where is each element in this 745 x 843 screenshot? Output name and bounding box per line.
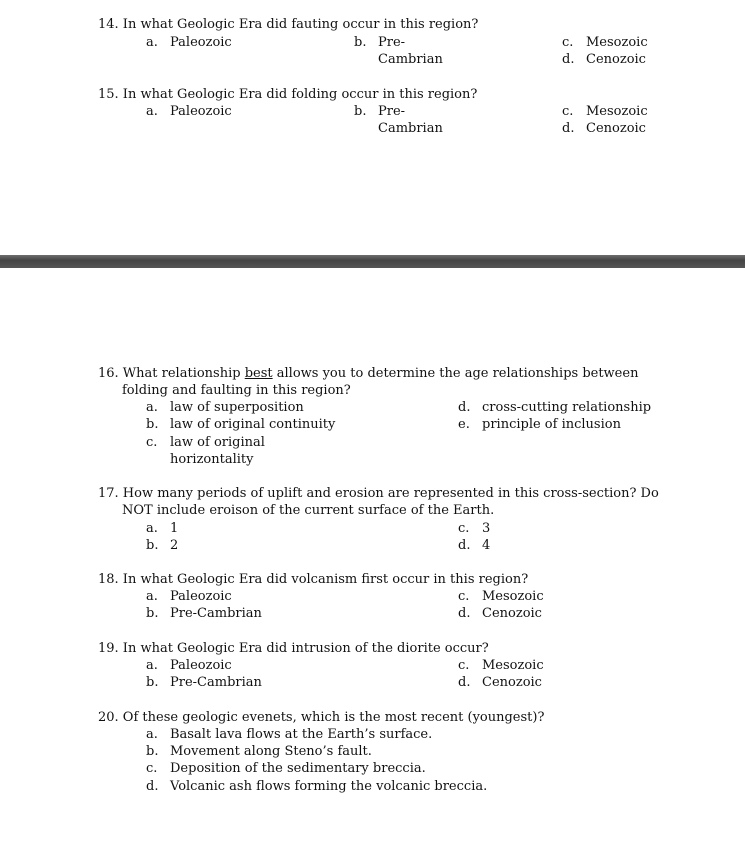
q14-a-text: Paleozoic [170, 35, 232, 50]
q17-c-letter: c. [458, 521, 470, 536]
q16-b-text: law of original continuity [170, 417, 336, 432]
page-break-divider [0, 255, 745, 268]
q17-d-letter: d. [458, 538, 471, 553]
q19-b-letter: b. [146, 675, 159, 690]
q17-question-line2: NOT include eroison of the current surface of the Earth. [122, 503, 495, 518]
q17-c-text: 3 [482, 521, 491, 536]
q19-d-text: Cenozoic [482, 675, 542, 690]
q19-question: 19. In what Geologic Era did intrusion of the diorite occur? [98, 641, 489, 656]
q20-c-letter: c. [146, 761, 158, 776]
q19-d-letter: d. [458, 675, 471, 690]
q14-c-letter: c. [562, 35, 574, 50]
q17-question-line1: 17. How many periods of uplift and erosion are represented in this cross-section? Do [98, 486, 659, 501]
q15-c-letter: c. [562, 104, 574, 119]
q20-question: 20. Of these geologic evenets, which is the most recent (youngest)? [98, 710, 545, 725]
q15-b-line1: Pre- [378, 104, 406, 119]
q16-a-letter: a. [146, 400, 158, 415]
q20-d-text: Volcanic ash flows forming the volcanic breccia. [170, 779, 488, 794]
q19-c-letter: c. [458, 658, 470, 673]
q16-pre: 16. What relationship [98, 366, 245, 381]
q14-question: 14. In what Geologic Era did fauting occur in this region? [98, 17, 479, 32]
q17-b-letter: b. [146, 538, 159, 553]
q18-c-text: Mesozoic [482, 589, 544, 604]
q17-d-text: 4 [482, 538, 491, 553]
q15-c-text: Mesozoic [586, 104, 648, 119]
q18-b-text: Pre-Cambrian [170, 606, 262, 621]
q16-post: allows you to determine the age relationships between [272, 366, 639, 381]
q16-emphasis: best [244, 366, 273, 381]
q16-c-letter: c. [146, 435, 158, 450]
q17-b-text: 2 [170, 538, 179, 553]
q18-a-text: Paleozoic [170, 589, 232, 604]
q15-a-text: Paleozoic [170, 104, 232, 119]
q18-d-text: Cenozoic [482, 606, 542, 621]
q14-d-text: Cenozoic [586, 52, 646, 67]
q16-question-line2: folding and faulting in this region? [122, 383, 351, 398]
q16-question-line1 [98, 365, 638, 382]
q20-a-text: Basalt lava flows at the Earth’s surface. [170, 727, 433, 742]
q14-c-text: Mesozoic [586, 35, 648, 50]
q18-c-letter: c. [458, 589, 470, 604]
q15-question: 15. In what Geologic Era did folding occur in this region? [98, 87, 478, 102]
q19-a-letter: a. [146, 658, 158, 673]
q14-d-letter: d. [562, 52, 575, 67]
q17-a-text: 1 [170, 521, 179, 536]
q18-a-letter: a. [146, 589, 158, 604]
q15-d-letter: d. [562, 121, 575, 136]
q18-b-letter: b. [146, 606, 159, 621]
q19-c-text: Mesozoic [482, 658, 544, 673]
q16-d-letter: d. [458, 400, 471, 415]
q19-a-text: Paleozoic [170, 658, 232, 673]
q16-a-text: law of superposition [170, 400, 304, 415]
q15-a-letter: a. [146, 104, 158, 119]
q19-b-text: Pre-Cambrian [170, 675, 262, 690]
q16-d-text: cross-cutting relationship [482, 400, 652, 415]
q20-b-letter: b. [146, 744, 159, 759]
q16-c-line2: horizontality [170, 452, 254, 467]
q15-d-text: Cenozoic [586, 121, 646, 136]
q16-e-letter: e. [458, 417, 470, 432]
q16-c-line1: law of original [170, 435, 265, 450]
q16-b-letter: b. [146, 417, 159, 432]
q18-question: 18. In what Geologic Era did volcanism first occur in this region? [98, 572, 529, 587]
q15-b-line2: Cambrian [378, 121, 443, 136]
q20-d-letter: d. [146, 779, 159, 794]
q14-b-line2: Cambrian [378, 52, 443, 67]
q18-d-letter: d. [458, 606, 471, 621]
q15-b-letter: b. [354, 104, 367, 119]
q20-c-text: Deposition of the sedimentary breccia. [170, 761, 426, 776]
q14-b-letter: b. [354, 35, 367, 50]
q20-b-text: Movement along Steno’s fault. [170, 744, 372, 759]
q14-a-letter: a. [146, 35, 158, 50]
q20-a-letter: a. [146, 727, 158, 742]
q17-a-letter: a. [146, 521, 158, 536]
q16-e-text: principle of inclusion [482, 417, 621, 432]
q14-b-line1: Pre- [378, 35, 406, 50]
